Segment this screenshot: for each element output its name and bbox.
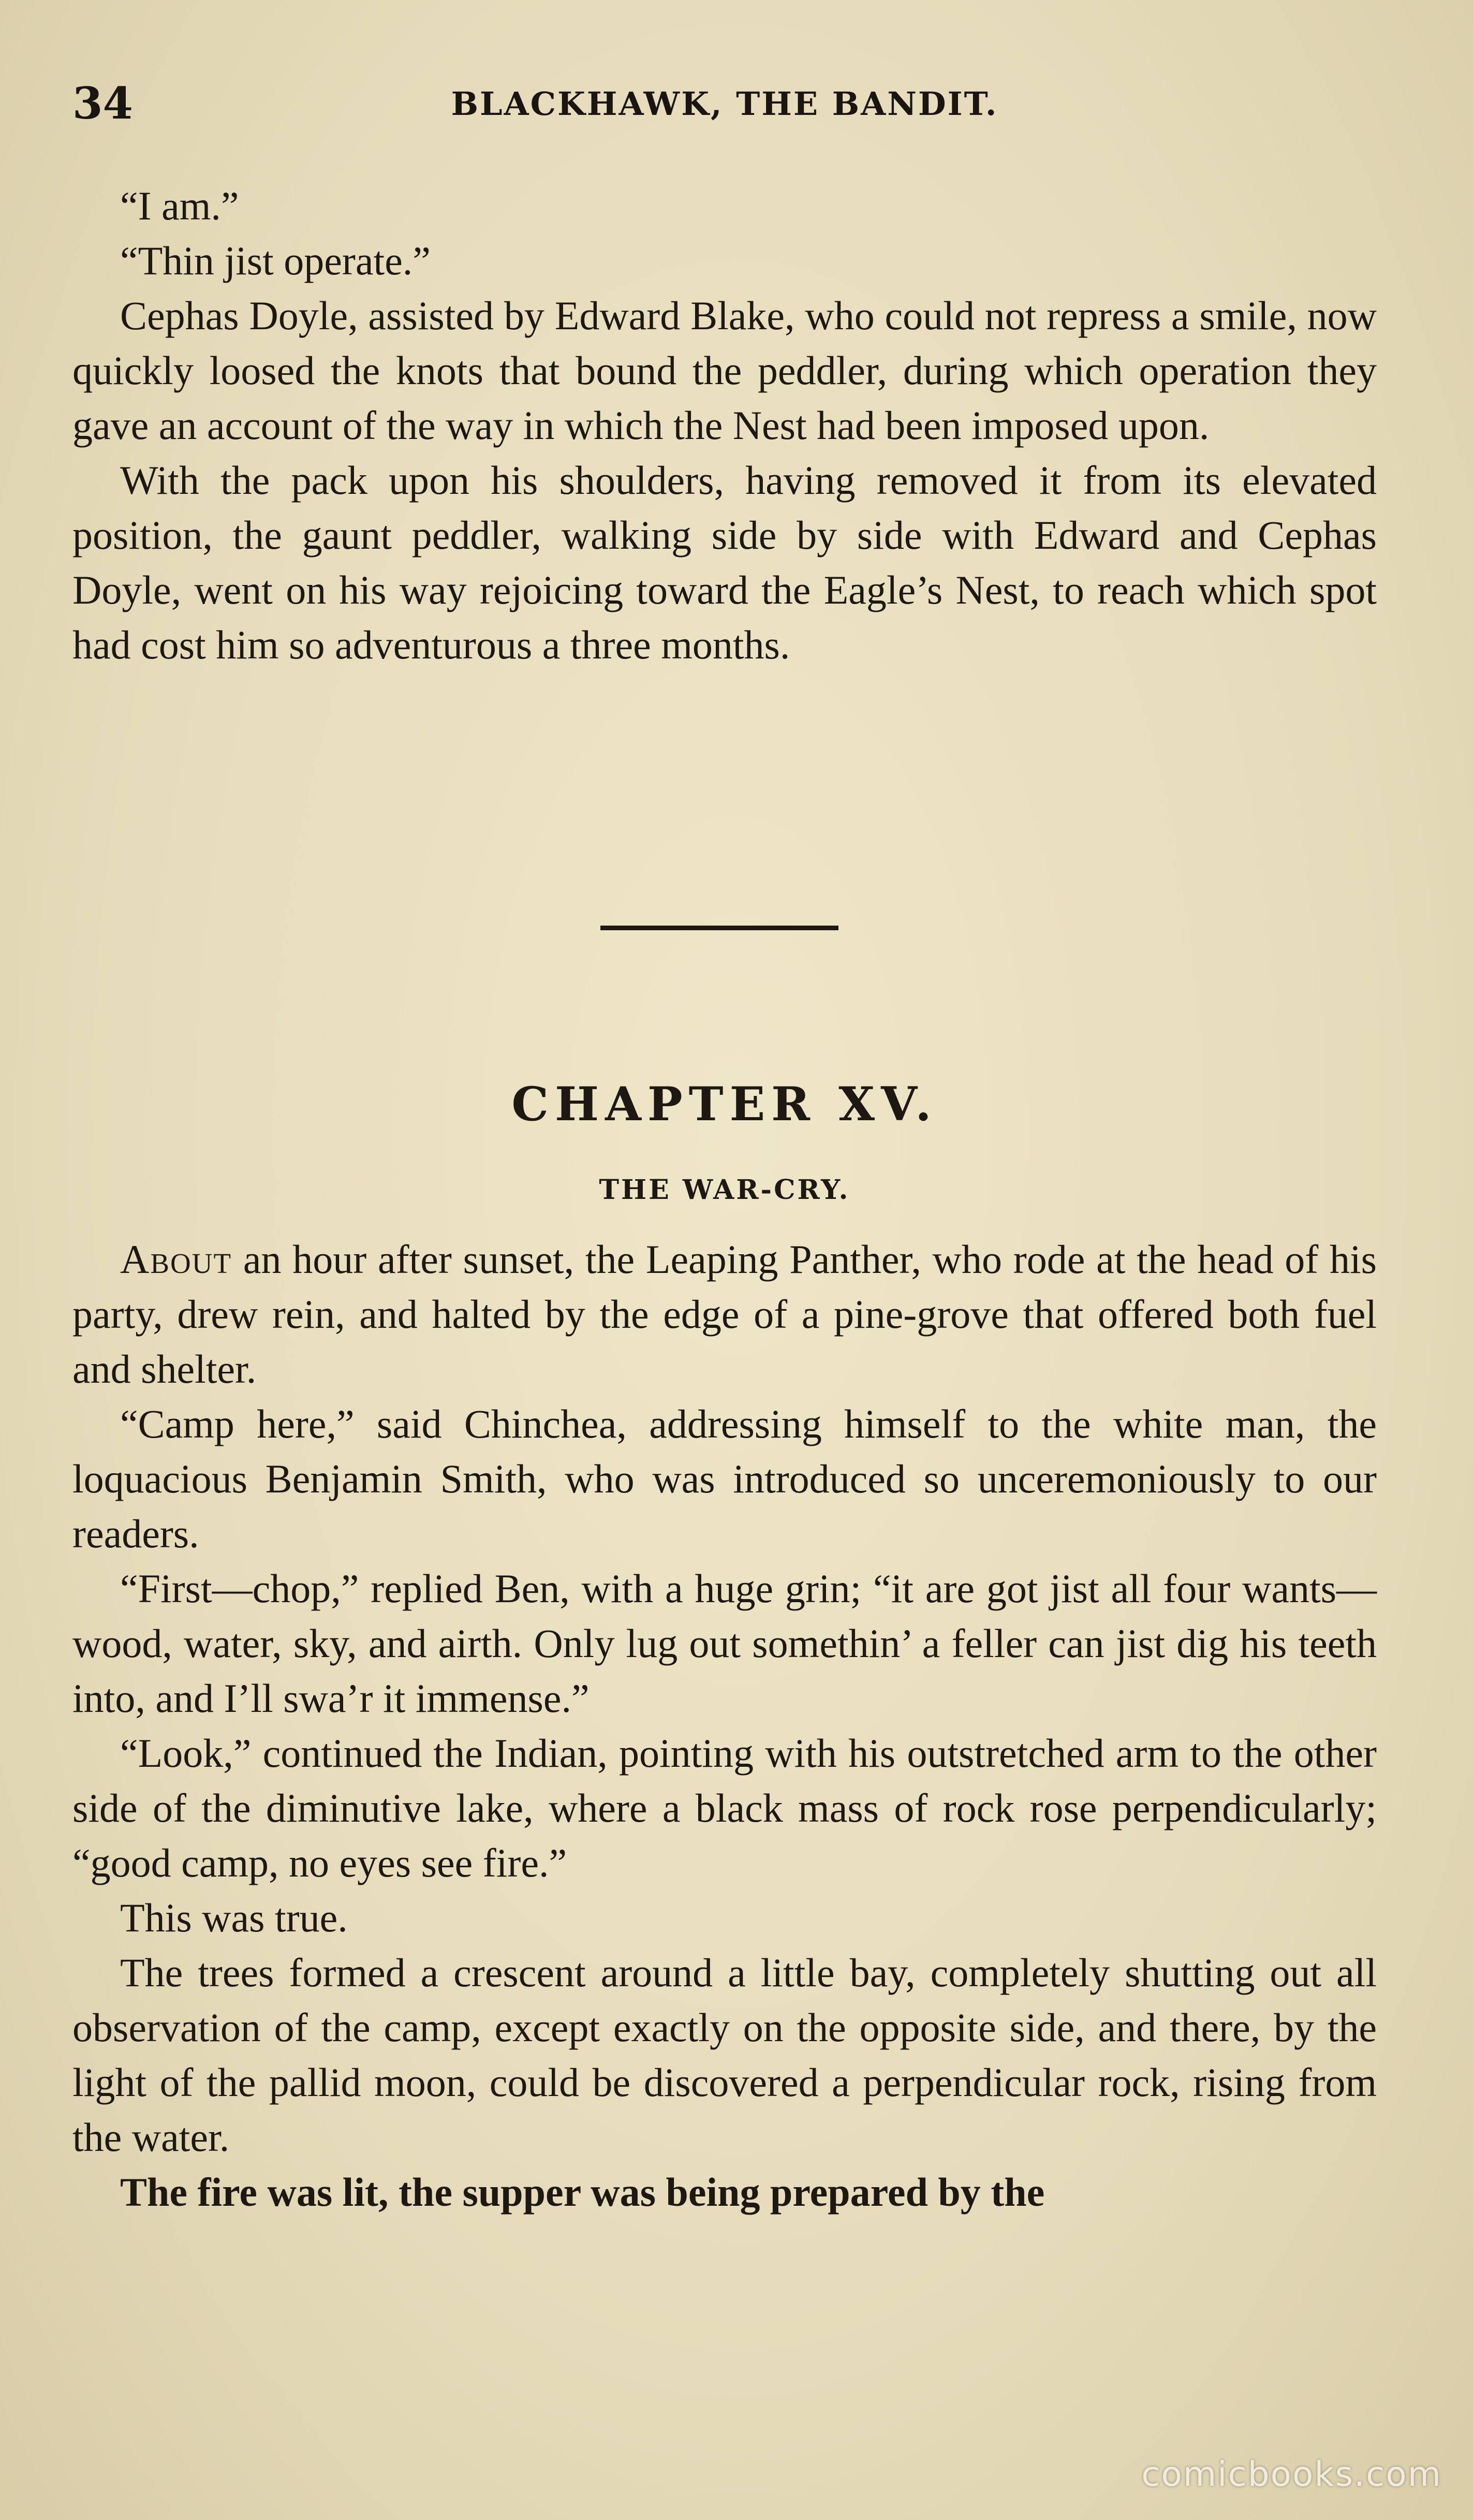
closing-text-of-previous-chapter — [72, 179, 1377, 672]
paragraph: This was true. — [120, 1895, 348, 1940]
opening-word: About — [120, 1237, 232, 1282]
chapter-body-text — [72, 1232, 1377, 2220]
paragraph: “I am.” — [120, 183, 239, 228]
site-watermark: comicbooks.com — [1141, 2454, 1442, 2494]
page-header — [72, 78, 1377, 135]
paragraph-opening — [72, 1232, 1377, 1397]
paragraph: The trees formed a crescent around a little bay, completely shutting out all observation of the camp, except exactly on the opposite side, and there, by the light of the pallid moon, could be discovered a perpendicular rock, rising from the water. — [72, 1950, 1377, 2160]
paragraph: The fire was lit, the supper was being prepared by the — [120, 2170, 1045, 2215]
paragraph: “Thin jist operate.” — [120, 238, 431, 283]
chapter-title: CHAPTER XV. — [511, 1077, 938, 1132]
paragraph: Cephas Doyle, assisted by Edward Blake, who could not repress a smile, now quickly loosed the knots that bound the peddler, during which operation they gave an account of the way in which the Nest had been imposed upon. — [72, 293, 1377, 448]
chapter-subtitle: THE WAR-CRY. — [599, 1174, 850, 1206]
opening-paragraph-text: an hour after sunset, the Leaping Panther, who rode at the head of his party, drew rein, and halted by the edge of a pine-grove that offered both fuel and shelter. — [72, 1237, 1377, 1391]
paragraph: “First—chop,” replied Ben, with a huge grin; “it are got jist all four wants—wood, water, sky, and airth. Only lug out somethin’ a feller can jist dig his teeth into, and I’ll swa’r it immense.” — [72, 1566, 1377, 1721]
paragraph: “Look,” continued the Indian, pointing with his outstretched arm to the other side of the diminutive lake, where a black mass of rock rose perpendicularly; “good camp, no eyes see fire.” — [72, 1731, 1377, 1885]
paragraph: “Camp here,” said Chinchea, addressing himself to the white man, the loquacious Benjamin Smith, who was introduced so unceremoniously to our readers. — [72, 1401, 1377, 1556]
paragraph: With the pack upon his shoulders, having removed it from its elevated position, the gaunt peddler, walking side by side with Edward and Cephas Doyle, went on his way rejoicing toward the Eagle’s Nest, to reach which spot had cost him so adventurous a three months. — [72, 458, 1377, 667]
running-head: BLACKHAWK, THE BANDIT. — [451, 85, 998, 123]
page-number: 34 — [72, 78, 133, 129]
section-divider-rule — [600, 926, 838, 930]
